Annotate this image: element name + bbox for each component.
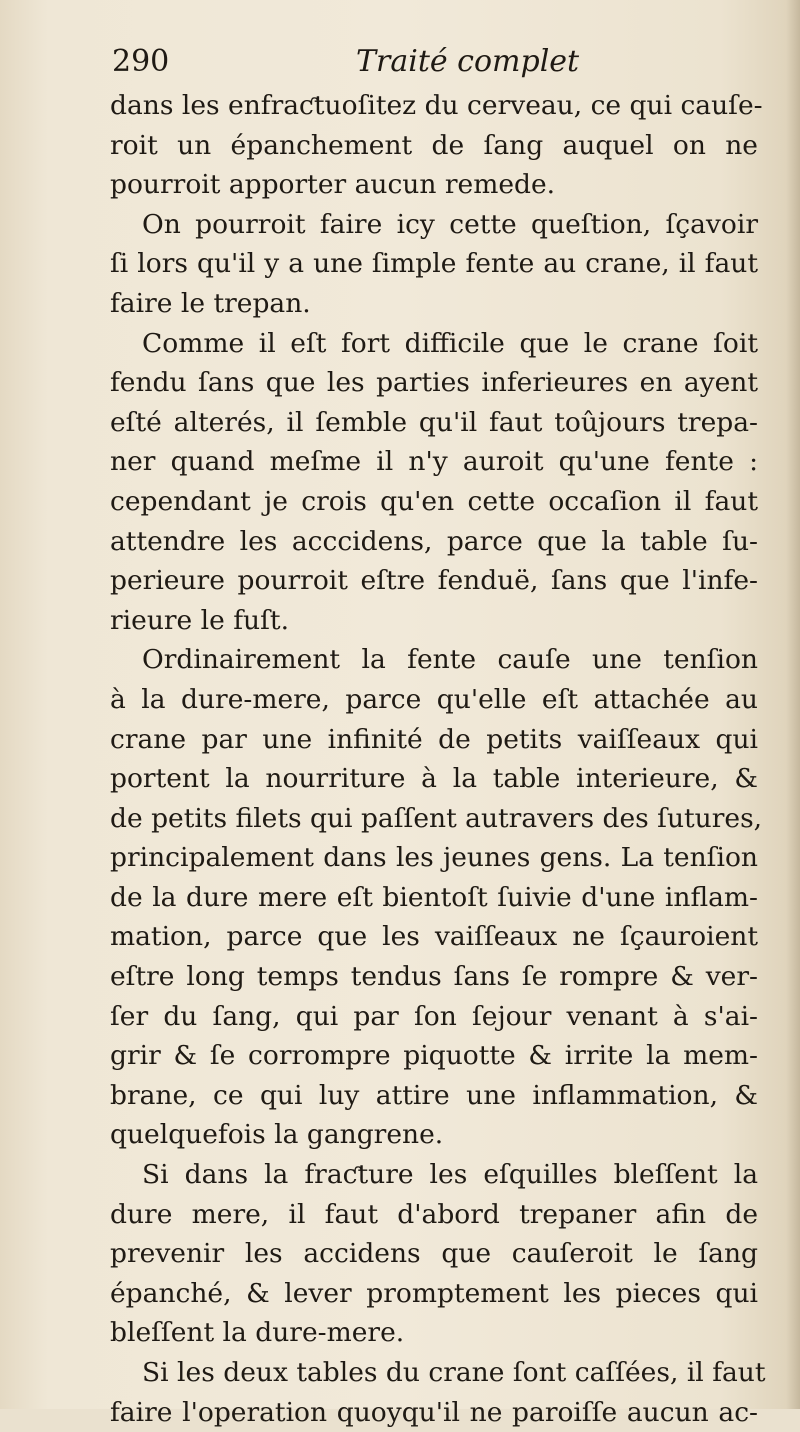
text-line: Ordinairement la fente cauſe une tenſion: [142, 644, 758, 676]
text-line: dure mere, il faut d'abord trepaner afin de: [110, 1198, 758, 1230]
text-line: eſté alterés, il ſemble qu'il faut toûjours trepa-: [110, 406, 758, 438]
text-line: pourroit apporter aucun remede.: [110, 169, 556, 201]
text-line: de la dure mere eſt bientoſt ſuivie d'une inflam-: [110, 881, 758, 913]
page-header: [112, 44, 762, 88]
running-title: Traité complet: [356, 44, 580, 79]
text-line: faire le trepan.: [110, 287, 311, 319]
text-line: à la dure-mere, parce qu'elle eſt attachée au: [110, 683, 758, 715]
text-line: grir & ſe corrompre piquotte & irrite la mem-: [110, 1040, 758, 1072]
page-edge-shadow: [786, 0, 800, 1409]
text-line: ſi lors qu'il y a une ſimple fente au crane, il faut: [110, 248, 758, 280]
text-line: dans les enfraƈtuoſitez du cerveau, ce qui cauſe-: [110, 90, 763, 121]
body-text: [110, 86, 766, 1432]
text-line: Comme il eſt fort difficile que le crane ſoit: [142, 327, 758, 359]
text-line: de petits filets qui paſſent autravers des ſutures,: [110, 802, 763, 834]
text-line: perieure pourroit eſtre fenduë, ſans que l'infe-: [110, 565, 758, 597]
text-line: ner quand meſme il n'y auroit qu'une fente :: [110, 446, 758, 478]
page-number: 290: [112, 44, 170, 79]
text-line: portent la nourriture à la table interieure, &: [110, 763, 758, 795]
text-line: Si les deux tables du crane ſont caſſées, il faut: [142, 1357, 766, 1388]
text-line: mation, parce que les vaiſſeaux ne ſçauroient: [110, 921, 758, 953]
text-line: quelquefois la gangrene.: [110, 1119, 444, 1151]
text-line: crane par une infinité de petits vaiſſeaux qui: [110, 723, 758, 755]
text-line: faire l'operation quoyqu'il ne paroiſſe aucun ac-: [110, 1396, 758, 1428]
text-line: On pourroit faire icy cette queſtion, ſçavoir: [142, 208, 758, 240]
text-line: principalement dans les jeunes gens. La tenſion: [110, 842, 758, 874]
text-line: roit un épanchement de ſang auquel on ne: [110, 129, 758, 161]
text-line: Si dans la fraƈture les eſquilles bleſſent la: [142, 1159, 758, 1191]
text-line: cependant je crois qu'en cette occaſion il faut: [110, 485, 758, 517]
text-line: épanché, & lever promptement les pieces qui: [110, 1277, 758, 1309]
text-line: rieure le fuſt.: [110, 604, 290, 636]
text-line: bleſſent la dure-mere.: [110, 1317, 405, 1349]
text-line: attendre les acccidens, parce que la table ſu-: [110, 525, 758, 557]
text-line: eſtre long temps tendus ſans ſe rompre & ver-: [110, 961, 758, 993]
text-line: ſer du ſang, qui par ſon ſejour venant à s'ai-: [110, 1000, 758, 1032]
text-line: brane, ce qui luy attire une inflammation, &: [110, 1079, 758, 1111]
text-line: fendu ſans que les parties inferieures en ayent: [110, 367, 758, 399]
text-line: prevenir les accidens que cauſeroit le ſang: [110, 1238, 758, 1270]
